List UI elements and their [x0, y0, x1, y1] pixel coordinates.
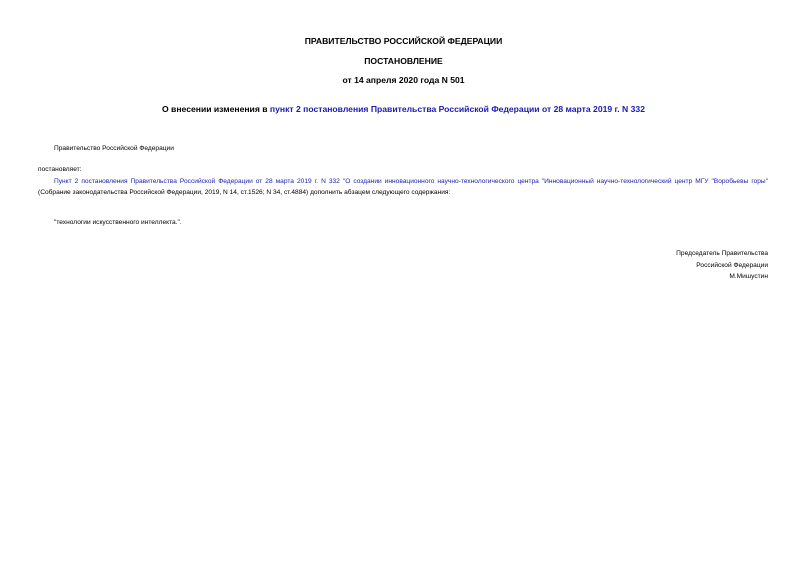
decrees-text: постановляет:: [38, 166, 82, 173]
signature-block: [676, 248, 768, 283]
org-heading: ПРАВИТЕЛЬСТВО РОССИЙСКОЙ ФЕДЕРАЦИИ: [304, 36, 503, 46]
title-link[interactable]: пункт 2 постановления Правительства Российской Федерации от 28 марта 2019 г. N 332: [269, 104, 645, 114]
government-text: Правительство Российской Федерации: [54, 145, 174, 152]
quote-text: "технологии искусственного интеллекта.".: [54, 219, 182, 226]
doc-type-heading: ПОСТАНОВЛЕНИЕ: [364, 56, 443, 66]
paragraph-rest: (Собрание законодательства Российской Федерации, 2019, N 14, ст.1526; N 34, ст.4884) дополнить абзацем следующего содержания:: [38, 189, 451, 196]
signature-line1: Председатель Правительства: [676, 250, 768, 257]
document-title: [0, 104, 807, 114]
signature-name: М.Мишустин: [729, 273, 768, 280]
title-prefix: О внесении изменения в: [161, 104, 270, 114]
paragraph-link[interactable]: Пункт 2 постановления Правительства Российской Федерации от 28 марта 2019 г. N 332 "О создании инновационного научно-технологического центра "Инновационный научно-технологический центр МГУ "Воробьевы горы": [54, 178, 768, 185]
main-paragraph: [38, 176, 768, 198]
date-number-heading: от 14 апреля 2020 года N 501: [342, 75, 465, 85]
signature-line2: Российской Федерации: [696, 261, 768, 269]
